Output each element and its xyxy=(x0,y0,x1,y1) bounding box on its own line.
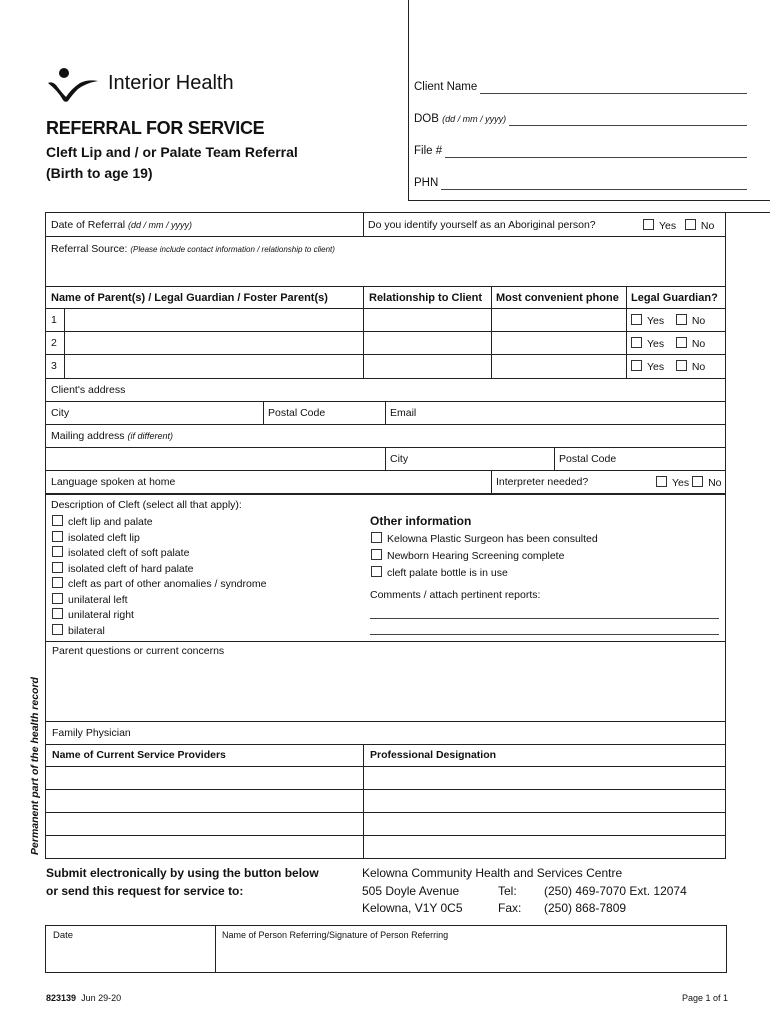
client-box-border xyxy=(408,0,409,200)
cleft-checkbox[interactable] xyxy=(52,562,63,573)
divider xyxy=(363,286,364,378)
cleft-checkbox[interactable] xyxy=(52,577,63,588)
parent-row-number: 1 xyxy=(51,314,57,326)
divider xyxy=(45,331,726,332)
divider xyxy=(64,308,65,378)
cleft-option[interactable]: bilateral xyxy=(52,624,105,637)
referral-source-label: Referral Source: (Please include contact information / relationship to client) xyxy=(51,243,335,255)
divider xyxy=(45,308,726,309)
divider xyxy=(45,789,726,790)
other-checkbox[interactable] xyxy=(371,532,382,543)
page-title: REFERRAL FOR SERVICE xyxy=(46,118,265,138)
cleft-option[interactable]: isolated cleft lip xyxy=(52,531,140,544)
interpreter-label: Interpreter needed? xyxy=(496,476,589,488)
cleft-checkbox[interactable] xyxy=(52,593,63,604)
family-physician-label: Family Physician xyxy=(52,727,131,739)
client-address-label: Client's address xyxy=(51,384,126,396)
divider xyxy=(491,286,492,378)
other-checkbox[interactable] xyxy=(371,549,382,560)
phone-header: Most convenient phone xyxy=(496,292,619,304)
client-name-label: Client Name xyxy=(414,81,478,93)
comments-line[interactable] xyxy=(370,634,719,635)
divider xyxy=(491,470,492,493)
concerns-label: Parent questions or current concerns xyxy=(52,645,225,657)
cleft-option[interactable]: unilateral right xyxy=(52,608,134,621)
guardian-options-3: Yes No xyxy=(631,360,705,373)
divider xyxy=(45,236,726,237)
guardian-no-checkbox[interactable] xyxy=(676,314,687,325)
page-subtitle-2: (Birth to age 19) xyxy=(46,165,153,181)
city-label: City xyxy=(51,407,70,419)
divider xyxy=(385,401,386,424)
cleft-checkbox[interactable] xyxy=(52,608,63,619)
cleft-option[interactable]: isolated cleft of hard palate xyxy=(52,562,194,575)
parent-row-number: 2 xyxy=(51,337,57,349)
cleft-heading: Description of Cleft (select all that apply): xyxy=(51,499,242,511)
phn-field[interactable] xyxy=(441,189,747,190)
cleft-option[interactable]: cleft as part of other anomalies / syndrome xyxy=(52,577,266,590)
divider xyxy=(45,286,726,287)
divider xyxy=(363,744,364,858)
mailing-city-label: City xyxy=(390,453,409,465)
submit-line-1: Submit electronically by using the button below xyxy=(46,866,319,880)
page-subtitle-1: Cleft Lip and / or Palate Team Referral xyxy=(46,144,298,160)
parent-row-number: 3 xyxy=(51,360,57,372)
aboriginal-yes-checkbox[interactable] xyxy=(643,219,654,230)
divider xyxy=(45,378,726,379)
dob-field[interactable] xyxy=(509,125,747,126)
other-checkbox[interactable] xyxy=(371,566,382,577)
permanent-record-sidebar: Permanent part of the health record xyxy=(29,677,41,855)
divider xyxy=(45,721,726,722)
other-option[interactable]: cleft palate bottle is in use xyxy=(371,566,508,579)
cleft-option[interactable]: cleft lip and palate xyxy=(52,515,153,528)
parents-header: Name of Parent(s) / Legal Guardian / Foster Parent(s) xyxy=(51,292,328,304)
divider xyxy=(263,401,264,424)
divider xyxy=(45,493,726,495)
cleft-checkbox[interactable] xyxy=(52,624,63,635)
guardian-no-checkbox[interactable] xyxy=(676,360,687,371)
file-field[interactable] xyxy=(445,157,747,158)
aboriginal-options: Yes No xyxy=(643,219,714,232)
mailing-postal-label: Postal Code xyxy=(559,453,617,465)
guardian-yes-checkbox[interactable] xyxy=(631,337,642,348)
page-number: Page 1 of 1 xyxy=(682,993,729,1003)
divider xyxy=(626,286,627,378)
divider xyxy=(385,447,386,470)
signature-date-field[interactable] xyxy=(46,942,214,971)
divider xyxy=(363,212,364,236)
fax-number: (250) 868-7809 xyxy=(544,901,627,915)
tel-number: (250) 469-7070 Ext. 12074 xyxy=(544,884,687,898)
form-border-bottom xyxy=(45,858,726,859)
other-option[interactable]: Kelowna Plastic Surgeon has been consulted xyxy=(371,532,598,545)
client-name-field[interactable] xyxy=(480,93,747,94)
providers-header: Name of Current Service Providers xyxy=(52,749,226,761)
cleft-checkbox[interactable] xyxy=(52,546,63,557)
submit-line-2: or send this request for service to: xyxy=(46,884,244,898)
email-label: Email xyxy=(390,407,417,419)
comments-line[interactable] xyxy=(370,618,719,619)
guardian-yes-checkbox[interactable] xyxy=(631,314,642,325)
interpreter-options: Yes No xyxy=(656,476,722,489)
cleft-checkbox[interactable] xyxy=(52,531,63,542)
form-id: 823139 Jun 29-20 xyxy=(46,993,122,1003)
language-label: Language spoken at home xyxy=(51,476,176,488)
aboriginal-question: Do you identify yourself as an Aboriginal person? xyxy=(368,219,596,231)
file-label: File # xyxy=(414,145,443,157)
tel-label: Tel: xyxy=(498,884,517,898)
signature-name-label: Name of Person Referring/Signature of Person Referring xyxy=(222,930,449,940)
divider xyxy=(45,470,726,471)
guardian-yes-checkbox[interactable] xyxy=(631,360,642,371)
divider xyxy=(45,744,726,745)
postal-code-label: Postal Code xyxy=(268,407,326,419)
guardian-options-1: Yes No xyxy=(631,314,705,327)
divider xyxy=(45,354,726,355)
city-address: Kelowna, V1Y 0C5 xyxy=(362,901,463,915)
divider xyxy=(45,641,726,642)
signature-date-label: Date xyxy=(53,930,74,941)
signature-name-field[interactable] xyxy=(216,942,724,971)
client-box-border-bottom xyxy=(408,200,770,201)
date-referral-label: Date of Referral (dd / mm / yyyy) xyxy=(51,219,193,231)
guardian-no-checkbox[interactable] xyxy=(676,337,687,348)
fax-label: Fax: xyxy=(498,901,522,915)
guardian-options-2: Yes No xyxy=(631,337,705,350)
divider xyxy=(45,766,726,767)
divider xyxy=(45,424,726,425)
dob-label: DOB (dd / mm / yyyy) xyxy=(414,113,507,125)
divider xyxy=(45,812,726,813)
relationship-header: Relationship to Client xyxy=(369,292,483,304)
cleft-option[interactable]: isolated cleft of soft palate xyxy=(52,546,189,559)
designation-header: Professional Designation xyxy=(370,749,497,761)
other-info-heading: Other information xyxy=(370,514,472,528)
interpreter-no-checkbox[interactable] xyxy=(692,476,703,487)
interior-health-logo-icon xyxy=(46,67,102,103)
interpreter-yes-checkbox[interactable] xyxy=(656,476,667,487)
comments-label: Comments / attach pertinent reports: xyxy=(370,589,541,601)
aboriginal-no-checkbox[interactable] xyxy=(685,219,696,230)
cleft-option[interactable]: unilateral left xyxy=(52,593,128,606)
street-address: 505 Doyle Avenue xyxy=(362,884,460,898)
cleft-checkbox[interactable] xyxy=(52,515,63,526)
mailing-address-label: Mailing address (if different) xyxy=(51,430,173,442)
phn-label: PHN xyxy=(414,177,439,189)
divider xyxy=(45,835,726,836)
form-border-top xyxy=(45,212,770,213)
dob-hint: (dd / mm / yyyy) xyxy=(442,114,507,124)
other-option[interactable]: Newborn Hearing Screening complete xyxy=(371,549,564,562)
guardian-header: Legal Guardian? xyxy=(631,292,718,304)
divider xyxy=(554,447,555,470)
centre-name: Kelowna Community Health and Services Centre xyxy=(362,866,623,880)
org-name: Interior Health xyxy=(108,72,234,94)
